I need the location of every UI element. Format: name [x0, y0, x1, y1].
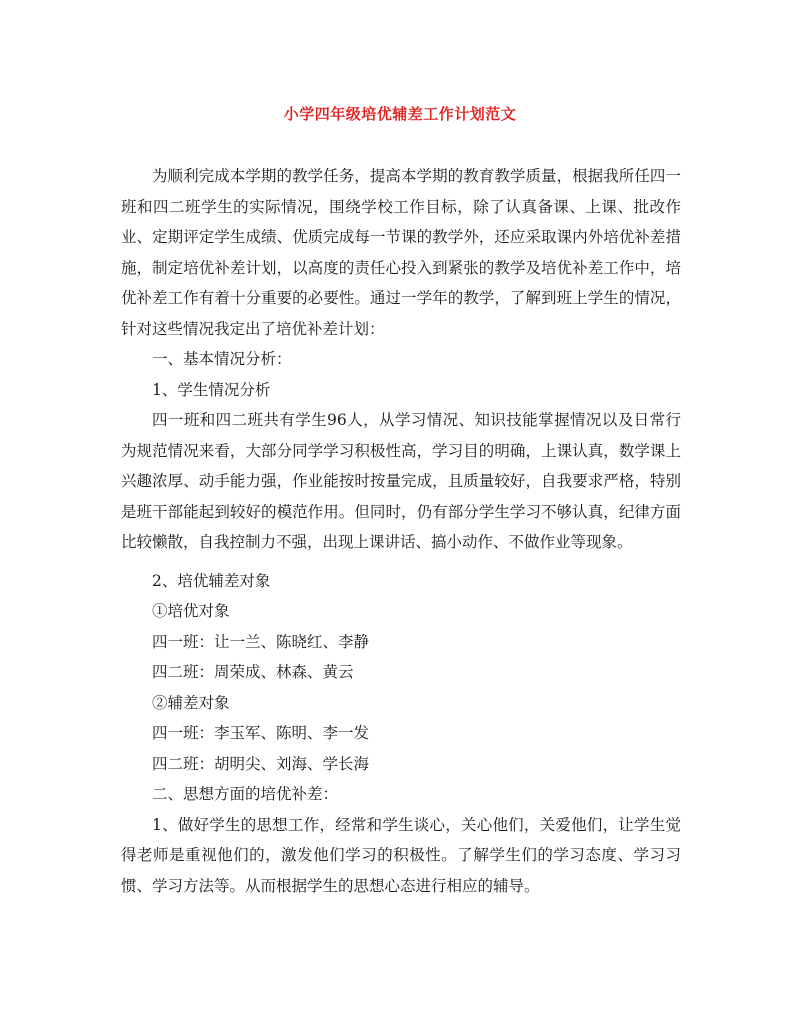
subheading-target-students: 2、培优辅差对象 — [152, 571, 271, 590]
section-heading-basic-analysis: 一、基本情况分析： — [152, 350, 292, 368]
section-heading-ideological: 二、思想方面的培优补差： — [152, 785, 339, 803]
class-4-1-excellent-list: 四一班：让一兰、陈晓红、李静 — [152, 632, 370, 651]
student-analysis-paragraph: 四一班和四二班共有学生96人，从学习情况、知识技能掌握情况以及日常行为规范情况来看，大部分同学学习积极性高，学习目的明确，上课认真，数学课上兴趣浓厚、动手能力强，作业能按时按量完成，且质量较好，自我要求严格，特别是班干部能起到较好的模范作用。但同时，仍有部分学生学习不够认真，纪律方面比较懒散，自我控制力不强，出现上课讲话、搞小动作、不做作业等现象。 — [121, 411, 681, 551]
document-body — [121, 161, 681, 901]
subheading-student-analysis: 1、学生情况分析 — [152, 380, 271, 399]
document-title: 小学四年级培优辅差工作计划范文 — [283, 105, 517, 123]
ideological-paragraph: 1、做好学生的思想工作，经常和学生谈心，关心他们，关爱他们，让学生觉得老师是重视他们的，激发他们学习的积极性。了解学生们的学习态度、学习习惯、学习方法等。从而根据学生的思想心态进行相应的辅导。 — [121, 815, 681, 895]
class-4-2-struggling-list: 四二班：胡明尖、刘海、学长海 — [152, 754, 370, 773]
subheading-excellent-students: ①培优对象 — [152, 602, 230, 620]
intro-paragraph: 为顺利完成本学期的教学任务，提高本学期的教育教学质量，根据我所任四一班和四二班学生的实际情况，围绕学校工作目标，除了认真备课、上课、批改作业、定期评定学生成绩、优质完成每一节课的教学外，还应采取课内外培优补差措施，制定培优补差计划，以高度的责任心投入到紧张的教学及培优补差工作中，培优补差工作有着十分重要的必要性。通过一学年的教学，了解到班上学生的情况，针对这些情况我定出了培优补差计划： — [121, 167, 681, 338]
class-4-2-excellent-list: 四二班：周荣成、林森、黄云 — [152, 663, 354, 681]
class-4-1-struggling-list: 四一班：李玉军、陈明、李一发 — [152, 724, 370, 742]
subheading-struggling-students: ②辅差对象 — [152, 693, 230, 712]
